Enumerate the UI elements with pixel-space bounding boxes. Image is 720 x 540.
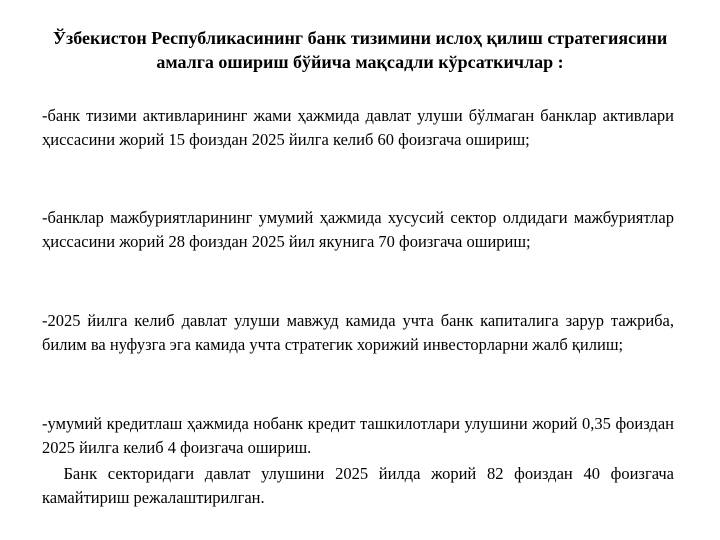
bullet-paragraph-1: -банк тизими активларининг жами ҳажмида давлат улуши бўлмаган банклар активлари ҳиссасини жорий 15 фоиздан 2025 йилга келиб 60 фоизгача ошириш; <box>42 106 674 149</box>
bullet-paragraph-2: -банклар мажбуриятларининг умумий ҳажмида хусусий сектор олдидаги мажбуриятлар ҳиссасини жорий 28 фоиздан 2025 йил якунига 70 фоизгача ошириш; <box>42 208 674 251</box>
bullet-paragraph-4: -умумий кредитлаш ҳажмида нобанк кредит ташкилотлари улушини жорий 0,35 фоиздан 2025 йилга келиб 4 фоизгача ошириш. <box>42 414 674 457</box>
summary-paragraph: Банк секторидаги давлат улушини 2025 йилда жорий 82 фоиздан 40 фоизгача камайтириш режалаштирилган. <box>42 464 679 507</box>
bullet-paragraph-3: -2025 йилга келиб давлат улуши мавжуд камида учта банк капиталига зарур тажриба, билим ва нуфузга эга камида учта стратегик хорижий инвесторларни жалб қилиш; <box>42 311 674 354</box>
page-title: Ўзбекистон Республикасининг банк тизимини ислоҳ қилиш стратегиясини амалга ошириш бўйича мақсадли кўрсаткичлар : <box>52 28 668 72</box>
